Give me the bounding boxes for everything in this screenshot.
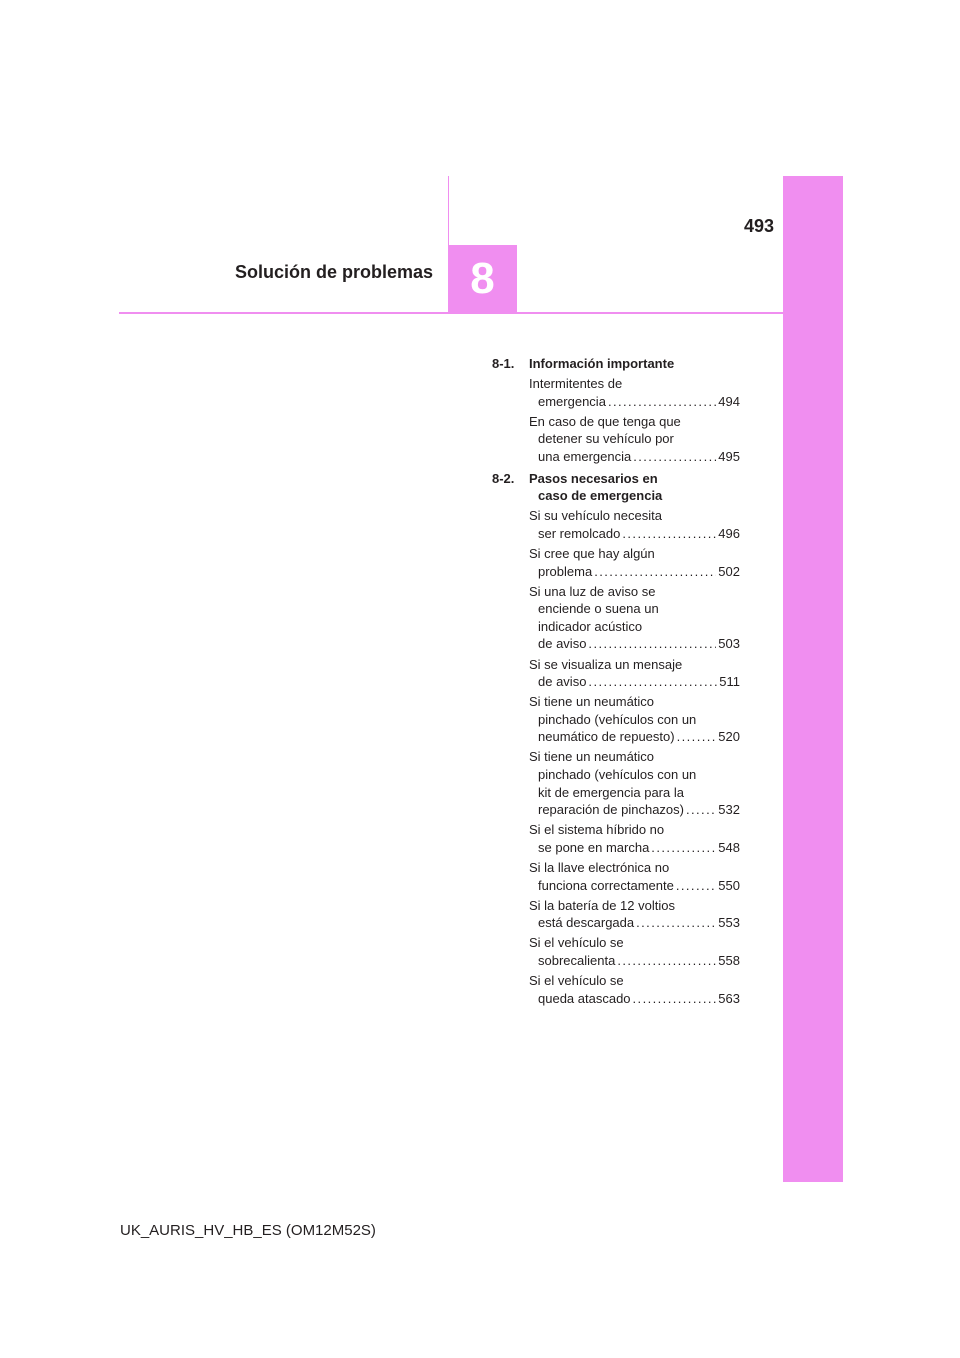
toc-entry-text: queda atascado (538, 990, 631, 1006)
toc-entry-text: de aviso (538, 674, 587, 690)
toc-page-number[interactable]: 553 (718, 915, 740, 931)
toc-entry-text: está descargada (538, 915, 635, 931)
dot-leader (686, 801, 716, 819)
toc-section-number: 8-2. (492, 470, 515, 486)
chapter-number-badge: 8 (448, 245, 517, 313)
dot-leader (588, 635, 716, 653)
toc-entry-leader-row (529, 990, 740, 1008)
toc-entry-text: Si se visualiza un mensaje (529, 656, 683, 672)
toc-page-number[interactable]: 502 (718, 563, 740, 579)
toc-entry-leader-row (529, 728, 740, 746)
toc-entry-text: pinchado (vehículos con un (538, 767, 697, 783)
toc-entry-leader-row (529, 563, 740, 581)
page-number: 493 (743, 216, 774, 236)
toc-entry-text: neumático de repuesto) (538, 729, 675, 745)
toc-section-heading (492, 470, 740, 505)
toc-entry[interactable] (492, 972, 740, 1007)
toc-page-number[interactable]: 511 (719, 674, 740, 690)
toc-entry[interactable] (492, 821, 740, 856)
toc-page-number[interactable]: 548 (718, 839, 740, 855)
toc-page-number[interactable]: 494 (718, 393, 740, 409)
toc-entry-leader-row (529, 635, 740, 653)
toc-entry-text: Intermitentes de (529, 376, 623, 392)
toc-entry-text: Si el sistema híbrido no (529, 822, 665, 838)
toc-entry-leader-row (529, 839, 740, 857)
dot-leader (677, 728, 717, 746)
toc-entry[interactable] (492, 656, 740, 691)
toc-entry-text: En caso de que tenga que (529, 413, 681, 429)
toc-entry-text: pinchado (vehículos con un (538, 711, 697, 727)
toc-section-title: caso de emergencia (538, 488, 663, 504)
dot-leader (617, 952, 716, 970)
chapter-title: Solución de problemas (234, 262, 433, 282)
toc-page-number[interactable]: 496 (718, 525, 740, 541)
toc-entry-text: indicador acústico (538, 618, 643, 634)
toc-page-number[interactable]: 550 (718, 877, 740, 893)
toc-entry-text: problema (538, 563, 593, 579)
toc-entry-text: Si su vehículo necesita (529, 508, 662, 524)
dot-leader (588, 673, 717, 691)
toc-page-number[interactable]: 503 (718, 636, 740, 652)
toc-entry-leader-row (529, 952, 740, 970)
toc-entry-leader-row (529, 914, 740, 932)
document-code: UK_AURIS_HV_HB_ES (OM12M52S) (120, 1222, 376, 1239)
dot-leader (594, 563, 716, 581)
toc-entry[interactable] (492, 583, 740, 653)
toc-entry-text: Si el vehículo se (529, 973, 624, 989)
toc-entry-text: detener su vehículo por (538, 431, 674, 447)
toc-entry-text: una emergencia (538, 448, 632, 464)
dot-leader (622, 525, 716, 543)
chapter-side-tab (783, 176, 843, 1182)
toc-page-number[interactable]: 520 (718, 729, 740, 745)
toc-entry-leader-row (529, 877, 740, 895)
toc-entry-text: enciende o suena un (538, 601, 659, 617)
toc-entry-text: Si la llave electrónica no (529, 860, 670, 876)
toc-entry-text: ser remolcado (538, 525, 621, 541)
toc-section-title: Pasos necesarios en (529, 470, 658, 486)
toc-entry-leader-row (529, 393, 740, 411)
toc-section-heading (492, 355, 740, 373)
toc-entry-text: funciona correctamente (538, 877, 674, 893)
toc-entry[interactable] (492, 375, 740, 410)
toc-entry-leader-row (529, 448, 740, 466)
dot-leader (651, 839, 716, 857)
toc-entry[interactable] (492, 545, 740, 580)
toc-entry-text: kit de emergencia para la (538, 784, 684, 800)
table-of-contents (492, 355, 740, 1007)
toc-entry-text: Si el vehículo se (529, 935, 624, 951)
toc-entry[interactable] (492, 748, 740, 818)
toc-entry-text: se pone en marcha (538, 839, 650, 855)
toc-page-number[interactable]: 495 (718, 448, 740, 464)
toc-section-title: Información importante (529, 356, 675, 371)
toc-entry[interactable] (492, 859, 740, 894)
toc-entry-text: emergencia (538, 393, 606, 409)
toc-entry[interactable] (492, 693, 740, 746)
toc-page-number[interactable]: 563 (718, 990, 740, 1006)
toc-page-number[interactable]: 558 (718, 953, 740, 968)
toc-entry[interactable] (492, 897, 740, 932)
toc-entry-text: de aviso (538, 636, 587, 652)
toc-page-number[interactable]: 532 (718, 802, 740, 818)
dot-leader (608, 393, 716, 411)
toc-entry-text: Si una luz de aviso se (529, 583, 656, 599)
toc-entry[interactable] (492, 934, 740, 969)
toc-entry[interactable] (492, 413, 740, 466)
toc-entry-text: Si tiene un neumático (529, 694, 655, 710)
toc-entry-text: Si cree que hay algún (529, 545, 655, 561)
toc-entry-leader-row (529, 525, 740, 543)
toc-entry-text: sobrecalienta (538, 953, 616, 968)
dot-leader (636, 914, 716, 932)
toc-entry-text: Si la batería de 12 voltios (529, 897, 675, 913)
toc-entry-text: Si tiene un neumático (529, 749, 655, 765)
toc-section-number: 8-1. (492, 356, 515, 371)
header-vertical-rule (448, 176, 449, 246)
toc-entry-text: reparación de pinchazos) (538, 802, 684, 818)
dot-leader (633, 448, 716, 466)
dot-leader (676, 877, 716, 895)
toc-entry-leader-row (529, 801, 740, 819)
dot-leader (633, 990, 717, 1008)
toc-entry[interactable] (492, 507, 740, 542)
toc-entry-leader-row (529, 673, 740, 691)
